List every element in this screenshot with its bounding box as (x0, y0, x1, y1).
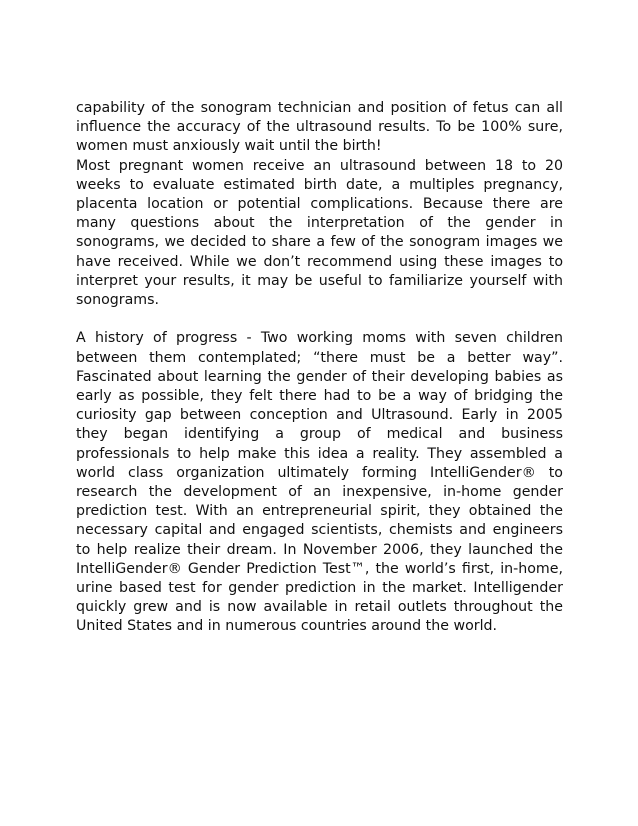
paragraph-history-of-progress: A history of progress - Two working moms with seven children between them contemplated; “there must be a better way”. Fascinated about learning the gender of their developing babies as early as possible, they felt there had to be a way of bridging the curiosity gap between conception and Ultrasound. Early in 2005 they began identifying a group of medical and business professionals to help make this idea a reality. They assembled a world class organization ultimately forming IntelliGender® to research the development of an inexpensive, in-home gender prediction test. With an entrepreneurial spirit, they obtained the necessary capital and engaged scientists, chemists and engineers to help realize their dream. In November 2006, they launched the IntelliGender® Gender Prediction Test™, the world’s first, in-home, urine based test for gender prediction in the market. Intelligender quickly grew and is now available in retail outlets throughout the United States and in numerous countries around the world. (76, 330, 563, 635)
paragraph-ultrasound-accuracy: capability of the sonogram technician and position of fetus can all influence the accuracy of the ultrasound results. To be 100% sure, women must anxiously wait until the birth! (76, 100, 563, 155)
paragraph-sonograms: Most pregnant women receive an ultrasound between 18 to 20 weeks to evaluate estimated birth date, a multiples pregnancy, placenta location or potential complications. Because there are many questions about the interpretation of the gender in sonograms, we decided to share a few of the sonogram images we have received. While we don’t recommend using these images to interpret your results, it may be useful to familiarize yourself with sonograms. (76, 157, 563, 309)
body-text (76, 99, 563, 637)
